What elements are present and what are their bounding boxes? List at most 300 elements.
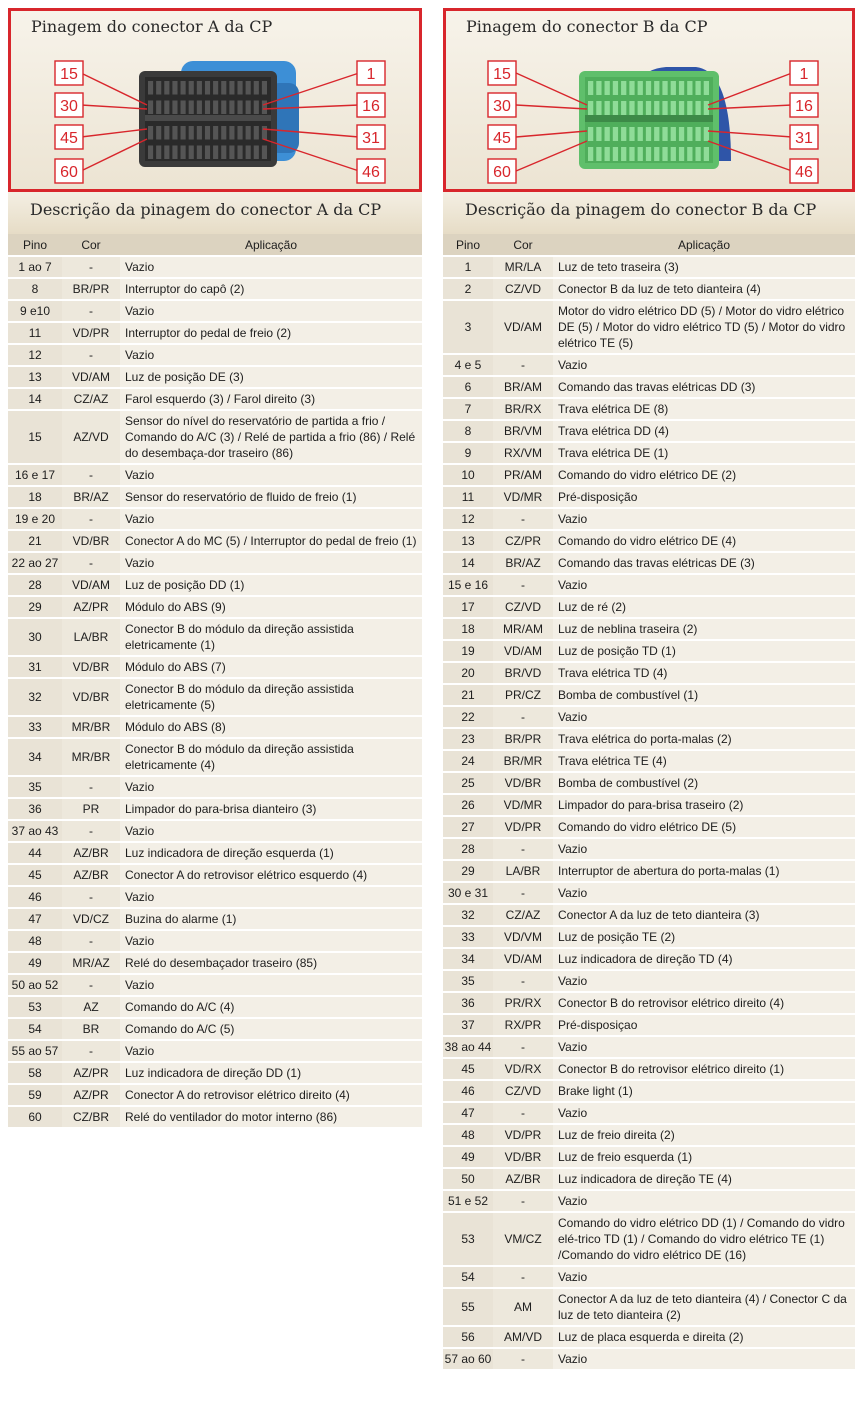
- wire-color: -: [493, 1190, 553, 1212]
- pin-cavity: [621, 81, 626, 95]
- table-row: [443, 948, 855, 970]
- pin-application: Vazio: [553, 574, 855, 596]
- pin-application: Luz de teto traseira (3): [553, 256, 855, 278]
- svg-text:16: 16: [362, 98, 380, 115]
- pin-cavity: [704, 81, 709, 95]
- pin-cavity: [687, 101, 692, 115]
- pin-cavity: [156, 146, 161, 160]
- pin-cavity: [205, 146, 210, 160]
- pin-application: Interruptor de abertura do porta-malas (1): [553, 860, 855, 882]
- table-row: [443, 398, 855, 420]
- table-row: [8, 886, 422, 908]
- wire-color: VD/RX: [493, 1058, 553, 1080]
- pin-cavity: [704, 101, 709, 115]
- wire-color: CZ/VD: [493, 596, 553, 618]
- pin-number: 22 ao 27: [8, 552, 62, 574]
- wire-color: MR/BR: [62, 738, 120, 776]
- pin-application: Trava elétrica DE (1): [553, 442, 855, 464]
- pin-application: Farol esquerdo (3) / Farol direito (3): [120, 388, 422, 410]
- pin-number: 10: [443, 464, 493, 486]
- table-row: [8, 278, 422, 300]
- wire-color: PR: [62, 798, 120, 820]
- table-row: [443, 1190, 855, 1212]
- pin-cavity: [262, 81, 267, 95]
- connector-a-label-15: [55, 61, 83, 85]
- pin-cavity: [613, 127, 618, 141]
- pin-application: Conector B do retrovisor elétrico direito (4): [553, 992, 855, 1014]
- wire-color: PR/CZ: [493, 684, 553, 706]
- pin-cavity: [654, 101, 659, 115]
- wire-color: BR/AZ: [493, 552, 553, 574]
- connector-b-column: [443, 8, 855, 1371]
- table-row: [8, 842, 422, 864]
- pin-cavity: [189, 146, 194, 160]
- pin-cavity: [237, 81, 242, 95]
- wire-color: -: [62, 300, 120, 322]
- pin-cavity: [205, 81, 210, 95]
- wire-color: AZ/BR: [62, 842, 120, 864]
- pin-cavity: [221, 126, 226, 140]
- wire-color: MR/BR: [62, 716, 120, 738]
- wire-color: CZ/VD: [493, 278, 553, 300]
- wire-color: PR/RX: [493, 992, 553, 1014]
- pin-cavity: [695, 101, 700, 115]
- pin-application: Limpador do para-brisa traseiro (2): [553, 794, 855, 816]
- table-row: [443, 1102, 855, 1124]
- table-row: [443, 464, 855, 486]
- pin-application: Conector A do retrovisor elétrico direito (4): [120, 1084, 422, 1106]
- pin-application: Comando do vidro elétrico DD (1) / Comando do vidro elé-trico TD (1) / Comando do vidro elétrico TE (1) /Comando do vidro elétrico DE (16): [553, 1212, 855, 1266]
- pin-number: 1 ao 7: [8, 256, 62, 278]
- pin-application: Módulo do ABS (9): [120, 596, 422, 618]
- table-row: [443, 1326, 855, 1348]
- pin-application: Conector A do retrovisor elétrico esquerdo (4): [120, 864, 422, 886]
- table-row: [443, 794, 855, 816]
- wire-color: VD/VM: [493, 926, 553, 948]
- wire-color: -: [62, 344, 120, 366]
- pin-number: 19 e 20: [8, 508, 62, 530]
- svg-text:1: 1: [366, 66, 376, 83]
- table-row: [443, 618, 855, 640]
- wire-color: -: [493, 882, 553, 904]
- table-row: [443, 376, 855, 398]
- pin-number: 45: [8, 864, 62, 886]
- pin-number: 27: [443, 816, 493, 838]
- header-pino: Pino: [8, 234, 62, 256]
- wire-color: VD/AM: [493, 640, 553, 662]
- pin-cavity: [613, 147, 618, 161]
- pin-application: Bomba de combustível (1): [553, 684, 855, 706]
- wire-color: CZ/BR: [62, 1106, 120, 1128]
- pin-cavity: [588, 81, 593, 95]
- connector-a-label-1: [357, 61, 385, 85]
- table-row: [8, 552, 422, 574]
- pin-cavity: [588, 101, 593, 115]
- wire-color: VD/BR: [62, 678, 120, 716]
- pin-number: 26: [443, 794, 493, 816]
- pin-cavity: [221, 101, 226, 115]
- pin-cavity: [262, 126, 267, 140]
- pin-cavity: [254, 81, 259, 95]
- table-row: [8, 596, 422, 618]
- pin-application: Limpador do para-brisa dianteiro (3): [120, 798, 422, 820]
- pin-number: 4 e 5: [443, 354, 493, 376]
- pin-application: Bomba de combustível (2): [553, 772, 855, 794]
- wire-color: CZ/VD: [493, 1080, 553, 1102]
- wire-color: -: [493, 508, 553, 530]
- wire-color: AZ/PR: [62, 1062, 120, 1084]
- header-aplicacao: Aplicação: [553, 234, 855, 256]
- pin-application: Luz de neblina traseira (2): [553, 618, 855, 640]
- table-row: [8, 530, 422, 552]
- svg-text:60: 60: [493, 164, 511, 181]
- pin-application: Conector B do módulo da direção assistida eletricamente (1): [120, 618, 422, 656]
- pin-cavity: [213, 81, 218, 95]
- table-row: [443, 1080, 855, 1102]
- pin-cavity: [662, 147, 667, 161]
- pin-application: Trava elétrica do porta-malas (2): [553, 728, 855, 750]
- pin-application: Luz de posição TE (2): [553, 926, 855, 948]
- table-row: [8, 322, 422, 344]
- pin-application: Módulo do ABS (7): [120, 656, 422, 678]
- pin-number: 32: [443, 904, 493, 926]
- wire-color: VD/PR: [493, 1124, 553, 1146]
- pin-application: Vazio: [120, 1040, 422, 1062]
- pin-cavity: [687, 81, 692, 95]
- pin-cavity: [629, 81, 634, 95]
- pin-number: 20: [443, 662, 493, 684]
- pin-number: 17: [443, 596, 493, 618]
- table-row: [8, 656, 422, 678]
- table-row: [443, 706, 855, 728]
- table-row: [8, 738, 422, 776]
- pin-number: 13: [443, 530, 493, 552]
- connector-a-label-46: [357, 159, 385, 183]
- wire-color: BR/RX: [493, 398, 553, 420]
- pin-application: Sensor do reservatório de fluido de freio (1): [120, 486, 422, 508]
- pin-number: 23: [443, 728, 493, 750]
- pin-application: Vazio: [553, 706, 855, 728]
- wire-color: BR/AM: [493, 376, 553, 398]
- pin-application: Interruptor do pedal de freio (2): [120, 322, 422, 344]
- wire-color: BR/AZ: [62, 486, 120, 508]
- table-row: [443, 256, 855, 278]
- pin-number: 48: [443, 1124, 493, 1146]
- table-row: [8, 1040, 422, 1062]
- pin-number: 15 e 16: [443, 574, 493, 596]
- pin-application: Vazio: [120, 930, 422, 952]
- pin-application: Vazio: [120, 508, 422, 530]
- table-row: [443, 278, 855, 300]
- table-row: [443, 750, 855, 772]
- table-row: [8, 974, 422, 996]
- table-row: [443, 1288, 855, 1326]
- pin-cavity: [229, 81, 234, 95]
- connector-b-label-31: [790, 125, 818, 149]
- pin-number: 38 ao 44: [443, 1036, 493, 1058]
- pin-cavity: [605, 101, 610, 115]
- wire-color: VD/BR: [62, 530, 120, 552]
- pin-cavity: [646, 127, 651, 141]
- wire-color: VD/PR: [62, 322, 120, 344]
- pin-cavity: [229, 146, 234, 160]
- wire-color: VD/PR: [493, 816, 553, 838]
- connector-b-label-1: [790, 61, 818, 85]
- wire-color: -: [62, 776, 120, 798]
- pin-application: Vazio: [120, 776, 422, 798]
- pin-number: 49: [8, 952, 62, 974]
- pin-cavity: [189, 126, 194, 140]
- table-row: [443, 1058, 855, 1080]
- connector-a-label-31: [357, 125, 385, 149]
- pin-number: 33: [8, 716, 62, 738]
- pin-cavity: [629, 147, 634, 161]
- pin-application: Motor do vidro elétrico DD (5) / Motor do vidro elétrico DE (5) / Motor do vidro elétrico TD (5) / Motor do vidro elétrico TE (5): [553, 300, 855, 354]
- table-row: [8, 464, 422, 486]
- wire-color: VD/AM: [62, 574, 120, 596]
- pin-cavity: [164, 81, 169, 95]
- wire-color: BR/MR: [493, 750, 553, 772]
- pin-cavity: [605, 147, 610, 161]
- pin-cavity: [638, 81, 643, 95]
- pin-cavity: [646, 101, 651, 115]
- pin-number: 8: [443, 420, 493, 442]
- pin-number: 46: [8, 886, 62, 908]
- table-row: [8, 864, 422, 886]
- pin-application: Vazio: [553, 882, 855, 904]
- pin-application: Comando do A/C (5): [120, 1018, 422, 1040]
- connector-b-pinout-title: Pinagem do conector B da CP: [466, 17, 708, 36]
- pin-application: Vazio: [120, 974, 422, 996]
- svg-text:31: 31: [362, 130, 380, 147]
- pin-application: Luz de posição DE (3): [120, 366, 422, 388]
- pin-application: Vazio: [120, 552, 422, 574]
- pin-number: 54: [8, 1018, 62, 1040]
- pin-number: 21: [8, 530, 62, 552]
- pin-application: Vazio: [553, 970, 855, 992]
- wire-color: LA/BR: [62, 618, 120, 656]
- table-row: [443, 1124, 855, 1146]
- header-pino: Pino: [443, 234, 493, 256]
- wire-color: AM/VD: [493, 1326, 553, 1348]
- pin-number: 48: [8, 930, 62, 952]
- table-row: [443, 486, 855, 508]
- pin-cavity: [596, 147, 601, 161]
- table-row: [8, 820, 422, 842]
- pin-number: 7: [443, 398, 493, 420]
- pin-application: Módulo do ABS (8): [120, 716, 422, 738]
- connector-a-description-title: Descrição da pinagem do conector A da CP: [8, 192, 422, 234]
- table-row: [8, 410, 422, 464]
- connector-b-label-60: [488, 159, 516, 183]
- pin-cavity: [205, 101, 210, 115]
- pin-cavity: [246, 101, 251, 115]
- table-header-row: [443, 234, 855, 256]
- pin-number: 29: [8, 596, 62, 618]
- pin-cavity: [197, 126, 202, 140]
- pin-application: Pré-disposição: [553, 486, 855, 508]
- pin-cavity: [254, 146, 259, 160]
- wire-color: BR/PR: [493, 728, 553, 750]
- pin-number: 30 e 31: [443, 882, 493, 904]
- wire-color: -: [62, 464, 120, 486]
- wire-color: VD/BR: [493, 772, 553, 794]
- table-row: [443, 882, 855, 904]
- wire-color: VD/AM: [493, 948, 553, 970]
- connector-a-table-body: [8, 256, 422, 1128]
- wire-color: -: [62, 1040, 120, 1062]
- pin-application: Vazio: [120, 256, 422, 278]
- pin-cavity: [613, 81, 618, 95]
- table-row: [8, 300, 422, 322]
- connector-b-label-15: [488, 61, 516, 85]
- pin-cavity: [662, 81, 667, 95]
- pin-application: Conector A da luz de teto dianteira (4) / Conector C da luz de teto dianteira (2): [553, 1288, 855, 1326]
- pin-application: Trava elétrica TE (4): [553, 750, 855, 772]
- connector-a-column: [8, 8, 422, 1129]
- pin-application: Conector B do retrovisor elétrico direito (1): [553, 1058, 855, 1080]
- pin-cavity: [156, 81, 161, 95]
- pin-cavity: [213, 101, 218, 115]
- pin-application: Luz de placa esquerda e direita (2): [553, 1326, 855, 1348]
- pin-cavity: [621, 101, 626, 115]
- pin-cavity: [704, 127, 709, 141]
- table-row: [443, 574, 855, 596]
- table-row: [443, 1212, 855, 1266]
- wire-color: AZ/PR: [62, 596, 120, 618]
- wire-color: -: [493, 354, 553, 376]
- pin-cavity: [181, 126, 186, 140]
- pin-number: 49: [443, 1146, 493, 1168]
- table-row: [443, 1014, 855, 1036]
- pin-number: 28: [443, 838, 493, 860]
- pin-application: Luz de ré (2): [553, 596, 855, 618]
- pin-number: 32: [8, 678, 62, 716]
- connector-b-divider: [585, 115, 713, 122]
- connector-a-label-16: [357, 93, 385, 117]
- wire-color: LA/BR: [493, 860, 553, 882]
- svg-text:46: 46: [362, 164, 380, 181]
- pin-cavity: [605, 127, 610, 141]
- connector-a-pin-table: [8, 234, 422, 1129]
- pin-number: 47: [443, 1102, 493, 1124]
- pin-number: 11: [8, 322, 62, 344]
- table-row: [443, 1348, 855, 1370]
- pin-number: 35: [443, 970, 493, 992]
- table-row: [443, 1168, 855, 1190]
- pin-application: Trava elétrica TD (4): [553, 662, 855, 684]
- svg-text:15: 15: [493, 66, 511, 83]
- pin-number: 8: [8, 278, 62, 300]
- pin-application: Luz de posição DD (1): [120, 574, 422, 596]
- pin-cavity: [181, 101, 186, 115]
- pin-cavity: [621, 147, 626, 161]
- pin-cavity: [588, 127, 593, 141]
- pin-application: Comando das travas elétricas DD (3): [553, 376, 855, 398]
- pin-number: 51 e 52: [443, 1190, 493, 1212]
- pin-cavity: [246, 126, 251, 140]
- svg-text:46: 46: [795, 164, 813, 181]
- pin-application: Pré-disposiçao: [553, 1014, 855, 1036]
- table-row: [8, 486, 422, 508]
- table-row: [443, 442, 855, 464]
- pin-number: 12: [443, 508, 493, 530]
- svg-text:45: 45: [60, 130, 78, 147]
- pin-application: Vazio: [553, 1266, 855, 1288]
- pin-application: Luz indicadora de direção DD (1): [120, 1062, 422, 1084]
- pin-cavity: [229, 101, 234, 115]
- table-row: [8, 996, 422, 1018]
- table-row: [443, 772, 855, 794]
- pin-number: 36: [8, 798, 62, 820]
- table-row: [443, 508, 855, 530]
- table-row: [443, 684, 855, 706]
- pin-number: 60: [8, 1106, 62, 1128]
- pin-application: Sensor do nível do reservatório de partida a frio / Comando do A/C (3) / Relé de partida a frio (86) / Relé do desembaça-dor traseiro (86): [120, 410, 422, 464]
- pin-number: 14: [8, 388, 62, 410]
- pin-cavity: [629, 127, 634, 141]
- pin-cavity: [156, 126, 161, 140]
- table-row: [443, 860, 855, 882]
- pin-number: 45: [443, 1058, 493, 1080]
- pin-application: Vazio: [120, 886, 422, 908]
- pin-cavity: [205, 126, 210, 140]
- pin-cavity: [213, 146, 218, 160]
- pin-cavity: [605, 81, 610, 95]
- pin-application: Conector B da luz de teto dianteira (4): [553, 278, 855, 300]
- wire-color: RX/PR: [493, 1014, 553, 1036]
- wire-color: -: [62, 256, 120, 278]
- pin-number: 34: [8, 738, 62, 776]
- pin-cavity: [148, 81, 153, 95]
- table-row: [443, 926, 855, 948]
- pin-cavity: [237, 126, 242, 140]
- pin-cavity: [662, 127, 667, 141]
- table-row: [443, 1036, 855, 1058]
- wire-color: VD/BR: [493, 1146, 553, 1168]
- pin-cavity: [687, 127, 692, 141]
- pin-application: Vazio: [120, 820, 422, 842]
- pin-number: 16 e 17: [8, 464, 62, 486]
- wire-color: -: [493, 1036, 553, 1058]
- table-row: [443, 640, 855, 662]
- table-row: [8, 716, 422, 738]
- wire-color: BR: [62, 1018, 120, 1040]
- pin-application: Buzina do alarme (1): [120, 908, 422, 930]
- pin-cavity: [254, 101, 259, 115]
- pin-cavity: [596, 101, 601, 115]
- pin-number: 24: [443, 750, 493, 772]
- pin-cavity: [148, 146, 153, 160]
- wire-color: -: [493, 970, 553, 992]
- wire-color: -: [493, 706, 553, 728]
- pin-cavity: [638, 101, 643, 115]
- pin-cavity: [638, 147, 643, 161]
- header-aplicacao: Aplicação: [120, 234, 422, 256]
- pin-cavity: [172, 101, 177, 115]
- wire-color: -: [62, 974, 120, 996]
- svg-text:1: 1: [799, 66, 809, 83]
- pin-number: 44: [8, 842, 62, 864]
- pin-number: 31: [8, 656, 62, 678]
- pin-cavity: [671, 101, 676, 115]
- wire-color: BR/VM: [493, 420, 553, 442]
- pin-cavity: [646, 147, 651, 161]
- pin-application: Conector A da luz de teto dianteira (3): [553, 904, 855, 926]
- wire-color: -: [62, 886, 120, 908]
- wire-color: AZ/BR: [62, 864, 120, 886]
- pin-application: Comando do vidro elétrico DE (5): [553, 816, 855, 838]
